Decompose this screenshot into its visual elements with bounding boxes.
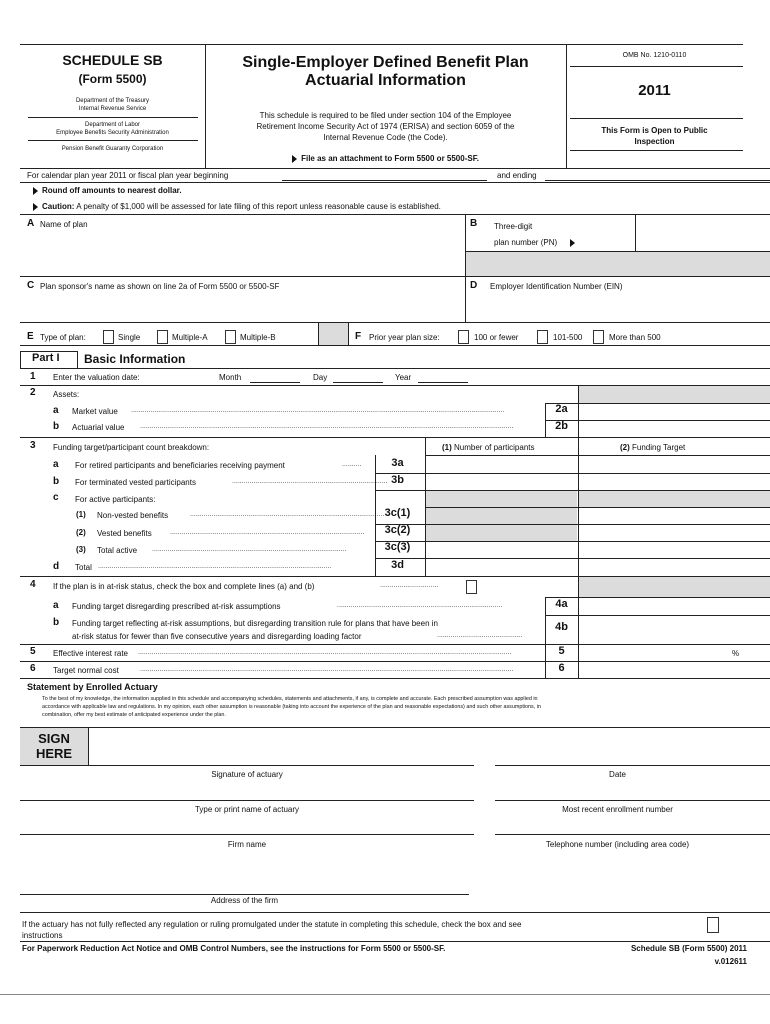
field-c-letter: C — [27, 280, 35, 291]
round-off-note: Round off amounts to nearest dollar. — [33, 186, 182, 195]
form-subtitle: Actuarial Information — [305, 72, 466, 89]
shaded-area — [426, 525, 577, 541]
statement-title: Statement by Enrolled Actuary — [27, 682, 158, 692]
terminated-vested-label: For terminated vested participants — [75, 478, 196, 487]
line-sub-number: (3) — [76, 545, 86, 554]
plan-number-field[interactable] — [636, 215, 769, 250]
required-text-3: Internal Revenue Code (the Code). — [323, 133, 448, 142]
enrollment-number-label: Most recent enrollment number — [562, 805, 673, 814]
footer-form-id: Schedule SB (Form 5500) 2011 — [630, 944, 747, 953]
firm-name-field[interactable] — [22, 815, 472, 833]
line-letter: b — [53, 476, 60, 487]
size-500-plus-checkbox[interactable] — [593, 330, 604, 344]
retired-funding-field[interactable] — [579, 457, 769, 472]
active-participants-label: For active participants: — [75, 495, 156, 504]
month-label: Month — [219, 373, 242, 382]
plan-type-single-label: Single — [118, 333, 141, 342]
ein-label: Employer Identification Number (EIN) — [490, 282, 623, 291]
sign-here-label: SIGN HERE — [35, 731, 73, 761]
terminated-count-field[interactable] — [426, 474, 576, 489]
market-value-field[interactable] — [579, 404, 769, 419]
line-number: 5 — [30, 646, 36, 657]
actuary-signature-field[interactable] — [92, 730, 472, 763]
paperwork-notice: For Paperwork Reduction Act Notice and OMB Control Numbers, see the instructions for Form 5500 or 5500-SF. — [22, 944, 446, 953]
field-d-letter: D — [470, 280, 478, 291]
line-code-4a: 4a — [555, 598, 568, 610]
total-active-funding-field[interactable] — [579, 542, 769, 557]
at-risk-4b-label-2: at-risk status for fewer than five consecutive years and disregarding loading factor — [72, 632, 362, 641]
line-code-2b: 2b — [555, 420, 568, 432]
shaded-area — [579, 491, 770, 507]
field-a-letter: A — [27, 218, 35, 229]
required-text-1: This schedule is required to be filed under section 104 of the Employee — [259, 111, 512, 120]
arrow-right-icon — [292, 155, 297, 163]
non-vested-label: Non-vested benefits — [97, 511, 169, 520]
at-risk-4a-label: Funding target disregarding prescribed at-risk assumptions — [72, 602, 281, 611]
field-e-letter: E — [27, 331, 34, 342]
line-letter: a — [53, 600, 59, 611]
plan-number-label-1: Three-digit — [494, 222, 533, 231]
shaded-area — [426, 508, 577, 524]
ending-label: and ending — [497, 171, 537, 180]
plan-type-label: Type of plan: — [40, 333, 86, 342]
actuary-name-field[interactable] — [22, 780, 472, 799]
schedule-name: SCHEDULE SB — [62, 52, 163, 68]
day-label: Day — [313, 373, 328, 382]
col-funding-target-header: (2) Funding Target — [620, 443, 686, 452]
firm-address-field[interactable] — [22, 860, 467, 893]
not-reflected-text-1: If the actuary has not fully reflected any regulation or ruling promulgated under the statute in completing this schedule, check the box and see — [22, 920, 522, 929]
line-number: 2 — [30, 387, 36, 398]
attachment-note: File as an attachment to Form 5500 or 5500-SF. — [205, 154, 566, 163]
footer-version: v.012611 — [714, 957, 747, 966]
plan-year-begin-field[interactable] — [282, 180, 487, 181]
shaded-area — [318, 323, 348, 345]
actuarial-value-label: Actuarial value — [72, 423, 125, 432]
line-number: 4 — [30, 579, 36, 590]
form-number: (Form 5500) — [78, 72, 147, 86]
line-code-4b: 4b — [555, 621, 568, 633]
form-title: Single-Employer Defined Benefit Plan — [242, 54, 529, 71]
line-code-3b: 3b — [391, 474, 404, 486]
total-count-field[interactable] — [426, 559, 576, 574]
at-risk-4b-field[interactable] — [579, 616, 769, 642]
actuary-name-label: Type or print name of actuary — [194, 805, 300, 814]
month-field[interactable] — [250, 382, 300, 383]
at-risk-checkbox[interactable] — [466, 580, 477, 594]
telephone-label: Telephone number (including area code) — [545, 840, 690, 849]
size-100-label: 100 or fewer — [474, 333, 519, 342]
line-number: 1 — [30, 371, 36, 382]
total-label: Total — [75, 563, 92, 572]
total-active-count-field[interactable] — [426, 542, 576, 557]
shaded-area — [578, 386, 770, 403]
arrow-right-icon — [33, 203, 38, 211]
caution-note: Caution: A penalty of $1,000 will be assessed for late filing of this report unless reasonable cause is established. — [33, 202, 441, 211]
line-code-3c3: 3c(3) — [384, 541, 411, 553]
arrow-right-icon — [33, 187, 38, 195]
size-101-500-checkbox[interactable] — [537, 330, 548, 344]
dept-labor: Department of Labor — [84, 122, 141, 128]
shaded-area — [466, 251, 770, 276]
arrow-right-icon — [570, 239, 575, 247]
open-inspection-2: Inspection — [634, 137, 675, 146]
field-b-letter: B — [470, 218, 478, 229]
pbgc: Pension Benefit Guaranty Corporation — [61, 146, 164, 152]
shaded-area — [578, 577, 770, 597]
size-100-checkbox[interactable] — [458, 330, 469, 344]
line-code-6: 6 — [558, 662, 565, 674]
line-code-3a: 3a — [391, 457, 404, 469]
interest-rate-field[interactable] — [579, 645, 729, 660]
percent-sign: % — [732, 649, 740, 658]
size-500-plus-label: More than 500 — [609, 333, 661, 342]
day-field[interactable] — [333, 382, 383, 383]
funding-target-breakdown-label: Funding target/participant count breakdown: — [53, 443, 210, 452]
line-letter: b — [53, 617, 60, 628]
part-i-label: Part I — [32, 352, 60, 364]
plan-name-field[interactable] — [30, 234, 460, 274]
ebsa: Employee Benefits Security Administration — [56, 130, 169, 136]
terminated-funding-field[interactable] — [579, 474, 769, 489]
line-sub-number: (1) — [76, 510, 86, 519]
sponsor-name-field[interactable] — [30, 295, 460, 320]
year-field[interactable] — [418, 382, 468, 383]
line-sub-number: (2) — [76, 528, 86, 537]
valuation-date-label: Enter the valuation date: — [53, 373, 140, 382]
retired-count-field[interactable] — [426, 457, 576, 472]
required-text-2: Retirement Income Security Act of 1974 (ERISA) and section 6059 of the — [256, 122, 515, 131]
part-i-title: Basic Information — [84, 352, 186, 366]
actuarial-value-field[interactable] — [579, 421, 769, 436]
line-code-2a: 2a — [555, 403, 568, 415]
irs: Internal Revenue Service — [78, 106, 147, 112]
at-risk-label: If the plan is in at-risk status, check the box and complete lines (a) and (b) — [53, 582, 315, 591]
interest-rate-label: Effective interest rate — [53, 649, 128, 658]
total-active-label: Total active — [97, 546, 138, 555]
sponsor-name-label: Plan sponsor's name as shown on line 2a of Form 5500 or 5500-SF — [40, 282, 280, 291]
signature-label: Signature of actuary — [211, 770, 283, 779]
at-risk-4a-field[interactable] — [579, 598, 769, 614]
plan-type-multiple-b-checkbox[interactable] — [225, 330, 236, 344]
line-code-3c2: 3c(2) — [384, 524, 411, 536]
col-participants-header: (1) Number of participants — [442, 443, 535, 452]
plan-year-end-field[interactable] — [545, 180, 770, 181]
telephone-field[interactable] — [497, 815, 767, 833]
dept-treasury: Department of the Treasury — [75, 98, 150, 104]
line-number: 6 — [30, 663, 36, 674]
plan-type-multiple-a-checkbox[interactable] — [157, 330, 168, 344]
target-normal-cost-label: Target normal cost — [53, 666, 119, 675]
firm-name-label: Firm name — [227, 840, 267, 849]
omb-number: OMB No. 1210-0110 — [622, 52, 687, 59]
market-value-label: Market value — [72, 407, 118, 416]
calendar-year-label: For calendar plan year 2011 or fiscal plan year beginning — [27, 171, 229, 180]
line-letter: c — [53, 492, 59, 503]
prior-year-size-label: Prior year plan size: — [369, 333, 440, 342]
not-reflected-checkbox[interactable] — [707, 917, 719, 933]
plan-type-single-checkbox[interactable] — [103, 330, 114, 344]
target-normal-cost-field[interactable] — [579, 662, 769, 677]
plan-name-label: Name of plan — [40, 220, 88, 229]
line-letter: a — [53, 459, 59, 470]
date-label: Date — [609, 770, 626, 779]
plan-type-multiple-a-label: Multiple-A — [172, 333, 208, 342]
shaded-area — [426, 491, 577, 507]
retired-participants-label: For retired participants and beneficiaries receiving payment — [75, 461, 285, 470]
assets-label: Assets: — [53, 390, 80, 399]
total-funding-field[interactable] — [579, 559, 769, 574]
size-101-500-label: 101-500 — [553, 333, 583, 342]
plan-type-multiple-b-label: Multiple-B — [240, 333, 276, 342]
vested-funding-field[interactable] — [579, 525, 769, 540]
open-inspection-1: This Form is Open to Public — [601, 126, 708, 135]
line-code-3c1: 3c(1) — [384, 507, 411, 519]
not-reflected-text-2: instructions — [22, 931, 63, 940]
signature-date-field[interactable] — [498, 730, 768, 763]
line-letter: a — [53, 405, 59, 416]
line-code-5: 5 — [558, 645, 565, 657]
plan-number-label-2: plan number (PN) — [494, 238, 579, 247]
ein-field[interactable] — [480, 295, 765, 320]
line-code-3d: 3d — [391, 559, 404, 571]
line-letter: b — [53, 421, 60, 432]
enrollment-number-field[interactable] — [497, 780, 767, 799]
statement-text: To the best of my knowledge, the information supplied in this schedule and accompanying schedules, statements and attachments, if any, is complete and accurate. Each prescribed assumption was applied in accordance with applicable law and regulations. In my opinion, each other assumption is reasonable (taking into account the experience of the plan and reasonable expectations) and such other assumptions, in combination, offer my best estimate of anticipated experience under the plan. — [42, 696, 541, 718]
line-number: 3 — [30, 440, 36, 451]
at-risk-4b-label-1: Funding target reflecting at-risk assumptions, but disregarding transition rule for plans that have been in — [72, 619, 438, 628]
year-label: Year — [395, 373, 412, 382]
line-letter: d — [53, 561, 60, 572]
non-vested-funding-field[interactable] — [579, 508, 769, 523]
firm-address-label: Address of the firm — [210, 896, 279, 905]
vested-benefits-label: Vested benefits — [97, 529, 152, 538]
form-year: 2011 — [638, 82, 671, 99]
field-f-letter: F — [355, 331, 362, 342]
